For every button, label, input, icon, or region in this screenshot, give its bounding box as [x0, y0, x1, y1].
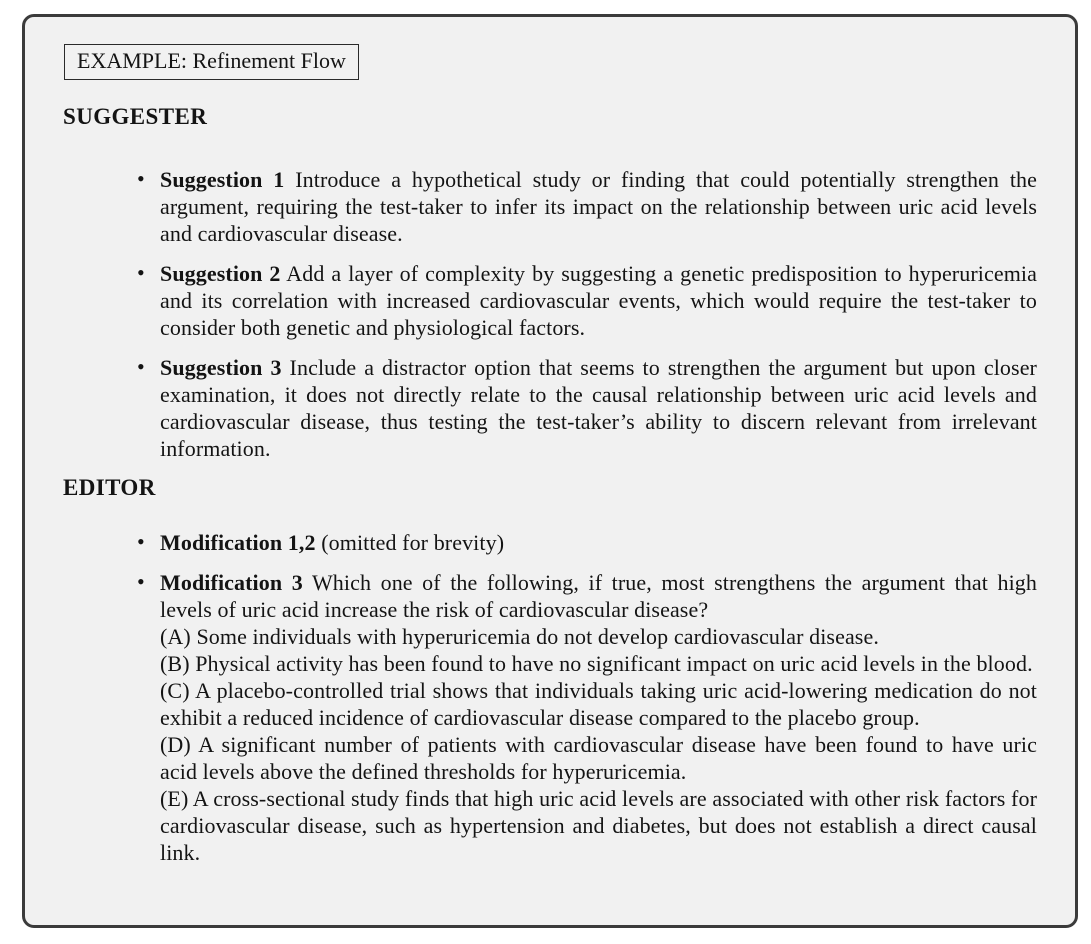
- bullet-icon: •: [137, 529, 145, 554]
- bullet-icon: •: [137, 354, 145, 379]
- example-tag-label: EXAMPLE: Refinement Flow: [77, 48, 346, 73]
- modification-1-2-label: Modification 1,2: [160, 530, 316, 555]
- suggestion-3-label: Suggestion 3: [160, 355, 282, 380]
- suggestion-1-label: Suggestion 1: [160, 167, 285, 192]
- example-figure-box: [22, 14, 1078, 928]
- answer-option-a: (A) Some individuals with hyperuricemia do not develop cardiovascular disease.: [160, 624, 879, 649]
- suggestion-2-text: Add a layer of complexity by suggesting a genetic predisposition to hyperuricemia and its correlation with increased cardiovascular events, which would require the test-taker to consider both genetic and physiological factors.: [160, 261, 1037, 340]
- suggester-heading: SUGGESTER: [63, 104, 208, 129]
- suggestion-item-2: [137, 260, 1037, 341]
- answer-option-b: (B) Physical activity has been found to have no significant impact on uric acid levels in the blood.: [160, 651, 1033, 676]
- example-tag-box: [64, 44, 359, 80]
- suggestion-1-text: Introduce a hypothetical study or finding that could potentially strengthen the argument, requiring the test-taker to infer its impact on the relationship between uric acid levels and cardiovascular disease.: [160, 167, 1038, 246]
- answer-option-c: (C) A placebo-controlled trial shows that individuals taking uric acid-lowering medication do not exhibit a reduced incidence of cardiovascular disease compared to the placebo group.: [160, 678, 1037, 730]
- modification-3-question: Which one of the following, if true, most strengthens the argument that high levels of uric acid increase the risk of cardiovascular disease?: [160, 570, 1037, 622]
- modification-item-1-2: [137, 529, 1037, 556]
- suggestion-item-3: [137, 354, 1037, 462]
- bullet-icon: •: [137, 166, 145, 191]
- modification-3-label: Modification 3: [160, 570, 303, 595]
- editor-heading: EDITOR: [63, 475, 156, 500]
- suggestion-item-1: [137, 166, 1037, 247]
- suggester-list: [63, 166, 1037, 462]
- modification-item-3: [137, 569, 1037, 866]
- bullet-icon: •: [137, 569, 145, 594]
- suggestion-3-text: Include a distractor option that seems to strengthen the argument but upon closer examination, it does not directly relate to the causal relationship between uric acid levels and cardiovascular disease, thus testing the test-taker’s ability to discern relevant from irrelevant information.: [160, 355, 1037, 461]
- answer-option-d: (D) A significant number of patients with cardiovascular disease have been found to have uric acid levels above the defined thresholds for hyperuricemia.: [160, 732, 1037, 784]
- answer-option-e: (E) A cross-sectional study finds that high uric acid levels are associated with other risk factors for cardiovascular disease, such as hypertension and diabetes, but does not establish a direct causal link.: [160, 786, 1037, 865]
- modification-1-2-text: (omitted for brevity): [321, 530, 505, 555]
- suggestion-2-label: Suggestion 2: [160, 261, 281, 286]
- bullet-icon: •: [137, 260, 145, 285]
- editor-list: [63, 529, 1037, 866]
